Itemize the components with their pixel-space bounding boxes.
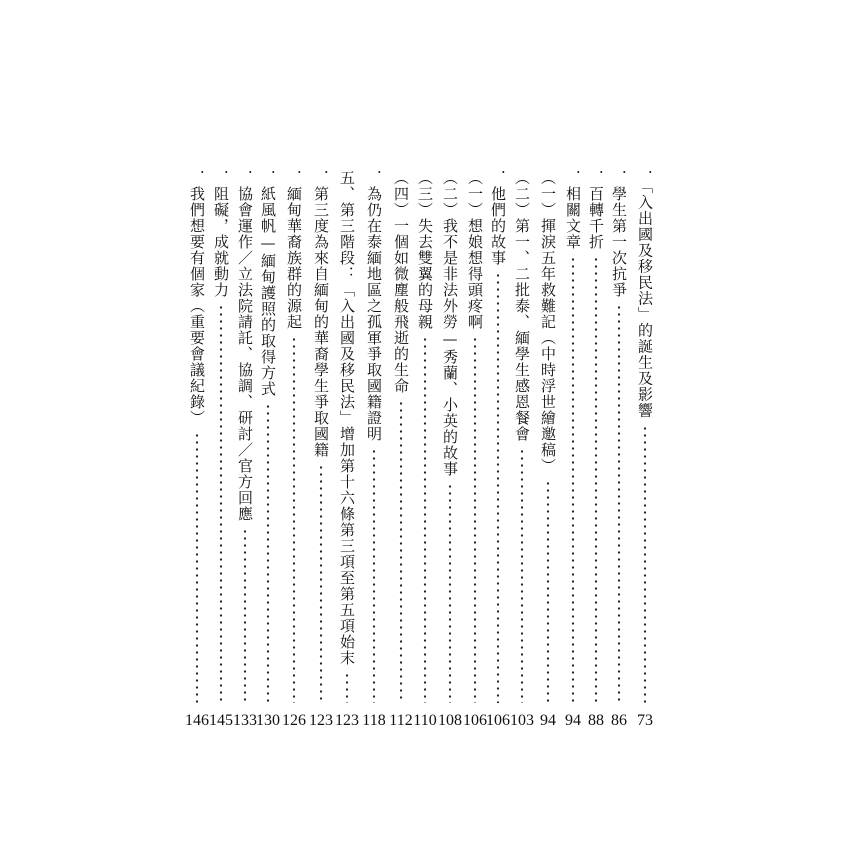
dot-leader <box>571 256 575 703</box>
toc-entry[interactable] <box>561 170 585 736</box>
toc-entry-title: ．為仍在泰緬地區之孤軍爭取國籍證明 <box>365 170 383 442</box>
toc-entry-page: 145 <box>209 712 233 729</box>
toc-entry-title: （二）我不是非法外勞—秀蘭、小英的故事 <box>441 170 459 477</box>
dot-leader <box>266 403 270 703</box>
toc-entry-page: 88 <box>588 712 604 729</box>
dot-leader <box>496 272 500 703</box>
toc-entry-page: 126 <box>282 712 306 729</box>
toc-entry-page: 110 <box>413 712 437 729</box>
dot-leader <box>372 448 376 703</box>
toc-entry-page: 108 <box>438 712 462 729</box>
toc-entry-title: ．協會運作／立法院請託、協調、研討／官方回應 <box>236 170 254 522</box>
toc-entry[interactable] <box>438 170 462 736</box>
dot-leader <box>520 448 524 703</box>
toc-entry-title: （二）第一、二批泰、緬學生感恩餐會 <box>513 170 531 442</box>
dot-leader <box>243 528 247 703</box>
toc-entry-title: 五、第三階段：「入出國及移民法」增加第十六條第三項至第五項始末 <box>338 170 356 666</box>
dot-leader <box>423 336 427 703</box>
toc-entry-page: 86 <box>611 712 627 729</box>
toc-entry[interactable] <box>413 170 437 736</box>
toc-entry[interactable] <box>536 170 560 736</box>
toc-entry[interactable] <box>584 170 608 736</box>
dot-leader <box>195 432 199 703</box>
toc-entry[interactable] <box>309 170 333 736</box>
toc-entry[interactable] <box>607 170 631 736</box>
toc-entry-page: 106 <box>486 712 510 729</box>
toc-entry[interactable] <box>233 170 257 736</box>
dot-leader <box>448 483 452 703</box>
dot-leader <box>617 304 621 703</box>
toc-entry-title: ．「入出國及移民法」的誕生及影響 <box>636 170 654 419</box>
toc-entry[interactable] <box>282 170 306 736</box>
toc-entry-title: ．百轉千折 <box>587 170 605 250</box>
dot-leader <box>292 336 296 703</box>
toc-entry-page: 133 <box>233 712 257 729</box>
toc-entry-page: 106 <box>463 712 487 729</box>
toc-entry[interactable] <box>463 170 487 736</box>
toc-entry-page: 94 <box>565 712 581 729</box>
dot-leader <box>319 464 323 703</box>
toc-entry[interactable] <box>335 170 359 736</box>
dot-leader <box>594 256 598 703</box>
dot-leader <box>399 400 403 703</box>
toc-entry-title: （一）想娘想得頭疼啊 <box>466 170 484 330</box>
toc-entry-page: 146 <box>185 712 209 729</box>
dot-leader <box>473 336 477 703</box>
toc-entry-title: ．緬甸華裔族群的源起 <box>285 170 303 330</box>
toc-entry-title: ．第三度為來自緬甸的華裔學生爭取國籍 <box>312 170 330 458</box>
dot-leader <box>345 672 349 703</box>
toc-entry[interactable] <box>256 170 280 736</box>
dot-leader <box>643 425 647 703</box>
toc-entry[interactable] <box>486 170 510 736</box>
dot-leader <box>546 480 550 703</box>
toc-entry[interactable] <box>389 170 413 736</box>
toc-entry-page: 123 <box>309 712 333 729</box>
toc-entry-title: ．學生第一次抗爭 <box>610 170 628 298</box>
toc-entry[interactable] <box>510 170 534 736</box>
toc-entry[interactable] <box>362 170 386 736</box>
dot-leader <box>219 304 223 703</box>
toc-entry-page: 123 <box>335 712 359 729</box>
toc-entry-title: （三）失去雙翼的母親 <box>416 170 434 330</box>
toc-entry-title: （四）一個如微塵般飛逝的生命 <box>392 170 410 394</box>
toc-entry-title: ．他們的故事 <box>489 170 507 266</box>
toc-entry-title: （一）揮淚五年救難記（中時浮世繪邀稿） <box>539 170 557 474</box>
toc-entry-page: 73 <box>637 712 653 729</box>
toc-entry[interactable] <box>185 170 209 736</box>
toc-entry-title: ．相關文章 <box>564 170 582 250</box>
toc-entry-page: 94 <box>540 712 556 729</box>
toc-entry-page: 118 <box>362 712 386 729</box>
toc-entry[interactable] <box>633 170 657 736</box>
toc-entry[interactable] <box>209 170 233 736</box>
toc-entry-page: 130 <box>256 712 280 729</box>
toc-entry-title: ．我們想要有個家（重要會議紀錄） <box>188 170 206 426</box>
toc-entry-page: 103 <box>510 712 534 729</box>
toc-entry-page: 112 <box>389 712 413 729</box>
toc-entry-title: ．紙風帆—緬甸護照的取得方式 <box>259 170 277 397</box>
toc-entry-title: ．阻礙，成就動力 <box>212 170 230 298</box>
